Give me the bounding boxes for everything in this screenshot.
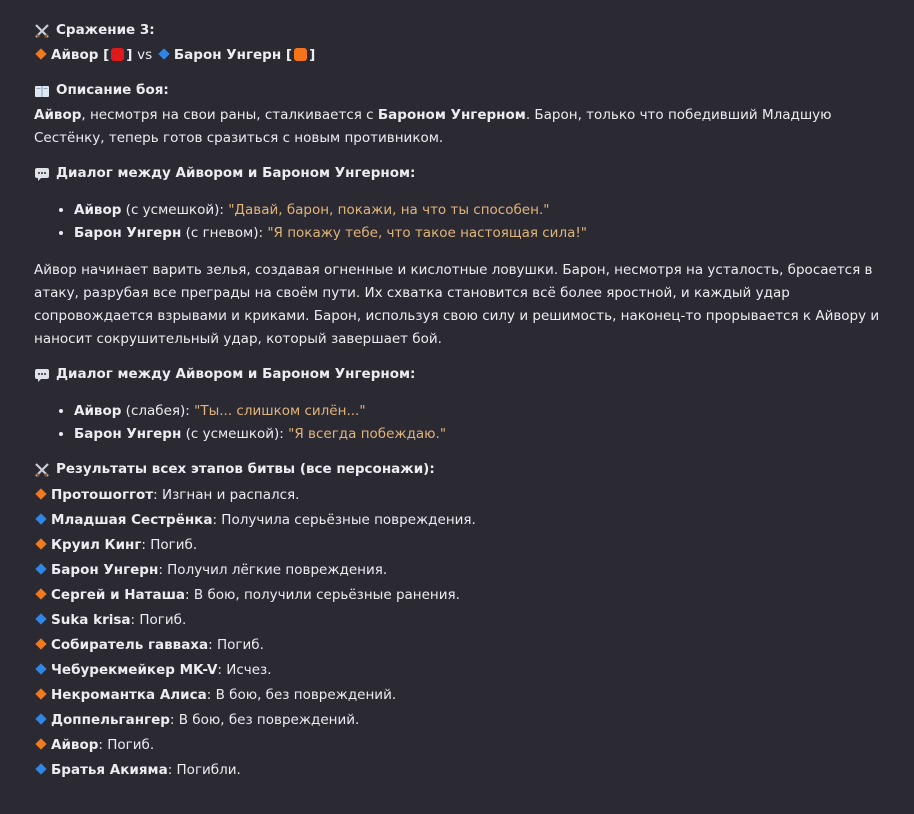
- speech-bubble-icon: [34, 367, 50, 383]
- speech-bubble-icon: [34, 166, 50, 182]
- desc-bold-baron: Бароном Унгерном: [377, 107, 526, 123]
- result-row: [34, 658, 900, 683]
- blue-diamond-icon: [35, 763, 46, 774]
- results-list: [34, 483, 900, 783]
- battle-heading: [34, 19, 900, 42]
- result-name: Некромантка Алиса: [51, 687, 207, 703]
- speaker: Барон Унгерн: [74, 225, 182, 241]
- result-name: Доппельгангер: [51, 712, 170, 728]
- result-name: Сергей и Наташа: [51, 587, 186, 603]
- result-row: [34, 533, 900, 558]
- result-status: : В бою, получили серьёзные ранения.: [185, 587, 460, 603]
- battle-matchup: Айвор [ ] vs Барон Унгерн [ ]: [34, 44, 900, 67]
- blue-diamond-icon: [35, 563, 46, 574]
- result-row: [34, 733, 900, 758]
- note: (слабея):: [121, 403, 195, 419]
- red-circle-icon: [111, 48, 124, 61]
- result-row: [34, 483, 900, 508]
- battle-title: Сражение 3:: [56, 22, 155, 38]
- vs-text: vs: [137, 47, 153, 63]
- result-row: [34, 558, 900, 583]
- result-name: Протошоггот: [51, 487, 154, 503]
- narrative-text: Айвор начинает варить зелья, создавая огненные и кислотные ловушки. Барон, несмотря на усталость, бросается в атаку, разрубая все преграды на своём пути. Их схватка становится всё более яростной, и каждый удар сопровождается взрывами и криками. Барон, используя свою силу и решимость, наконец-то прорывается к Айвору и наносит сокрушительный удар, который завершает бой.: [34, 262, 880, 347]
- result-row: [34, 758, 900, 783]
- result-name: Младшая Сестрёнка: [51, 512, 213, 528]
- result-status: : Погиб.: [130, 612, 187, 628]
- orange-diamond-icon: [35, 538, 46, 549]
- orange-diamond-icon: [35, 738, 46, 749]
- result-name: Айвор: [51, 737, 99, 753]
- fighter-a: Айвор: [51, 47, 99, 63]
- speaker: Айвор: [74, 403, 122, 419]
- result-status: : Погиб.: [141, 537, 198, 553]
- result-status: : Получила серьёзные повреждения.: [212, 512, 476, 528]
- result-name: Круил Кинг: [51, 537, 142, 553]
- description-heading: [34, 79, 900, 102]
- orange-circle-icon: [294, 48, 307, 61]
- dialog2-heading: [34, 363, 900, 386]
- orange-diamond-icon: [35, 688, 46, 699]
- result-status: : В бою, без повреждений.: [206, 687, 397, 703]
- result-name: Собиратель гавваха: [51, 637, 209, 653]
- description-text: [34, 104, 876, 150]
- dialog1-list: [34, 199, 900, 245]
- note: (с гневом):: [181, 225, 268, 241]
- chat-message: [0, 19, 914, 783]
- result-row: [34, 583, 900, 608]
- dialog2-list: [34, 400, 900, 446]
- result-status: : Погиб.: [208, 637, 264, 653]
- dialog1-line-1: [74, 199, 900, 222]
- result-row: [34, 683, 900, 708]
- quote: "Я всегда побеждаю.": [288, 426, 447, 442]
- crossed-swords-icon: [34, 462, 50, 478]
- results-heading: [34, 458, 900, 481]
- dialog1-line-2: [74, 222, 900, 245]
- crossed-swords-icon: [34, 23, 50, 39]
- result-status: : Получил лёгкие повреждения.: [158, 562, 388, 578]
- result-row: [34, 508, 900, 533]
- result-row: [34, 708, 900, 733]
- note: (с усмешкой):: [181, 426, 289, 442]
- desc-text-1: , несмотря на свои раны, сталкивается с: [81, 107, 378, 123]
- orange-diamond-icon: [35, 588, 46, 599]
- result-name: Чебурекмейкер MK-V: [51, 662, 218, 678]
- book-icon: [34, 83, 50, 99]
- result-status: : В бою, без повреждений.: [169, 712, 360, 728]
- note: (с усмешкой):: [121, 202, 229, 218]
- result-name: Братья Акияма: [51, 762, 168, 778]
- result-row: [34, 608, 900, 633]
- result-status: : Погибли.: [167, 762, 241, 778]
- blue-diamond-icon: [35, 713, 46, 724]
- description-title: Описание боя:: [56, 82, 169, 98]
- speaker: Айвор: [74, 202, 122, 218]
- result-name: Барон Унгерн: [51, 562, 159, 578]
- quote: "Давай, барон, покажи, на что ты способен.": [228, 202, 550, 218]
- results-title: Результаты всех этапов битвы (все персонажи):: [56, 461, 435, 477]
- blue-diamond-icon: [35, 513, 46, 524]
- result-row: [34, 633, 900, 658]
- fighter-b: Барон Унгерн: [173, 47, 282, 63]
- orange-diamond-icon: [35, 638, 46, 649]
- desc-text-2: . Барон, только что победивший Младшую Сестёнку, теперь готов сразиться с новым противником.: [34, 107, 832, 146]
- blue-diamond-icon: [35, 613, 46, 624]
- orange-diamond-icon: [35, 48, 46, 59]
- dialog1-title: Диалог между Айвором и Бароном Унгерном:: [56, 165, 416, 181]
- dialog2-title: Диалог между Айвором и Бароном Унгерном:: [56, 366, 416, 382]
- quote: "Ты... слишком силён...": [194, 403, 366, 419]
- desc-bold-aivor: Айвор: [34, 107, 82, 123]
- result-status: : Погиб.: [98, 737, 155, 753]
- speaker: Барон Унгерн: [74, 426, 182, 442]
- dialog2-line-1: [74, 400, 900, 423]
- blue-diamond-icon: [158, 48, 169, 59]
- result-status: : Изгнан и распался.: [153, 487, 300, 503]
- dialog1-heading: [34, 162, 900, 185]
- orange-diamond-icon: [35, 488, 46, 499]
- result-status: : Исчез.: [217, 662, 272, 678]
- blue-diamond-icon: [35, 663, 46, 674]
- dialog2-line-2: [74, 423, 900, 446]
- quote: "Я покажу тебе, что такое настоящая сила!": [267, 225, 587, 241]
- result-name: Suka krisa: [51, 612, 131, 628]
